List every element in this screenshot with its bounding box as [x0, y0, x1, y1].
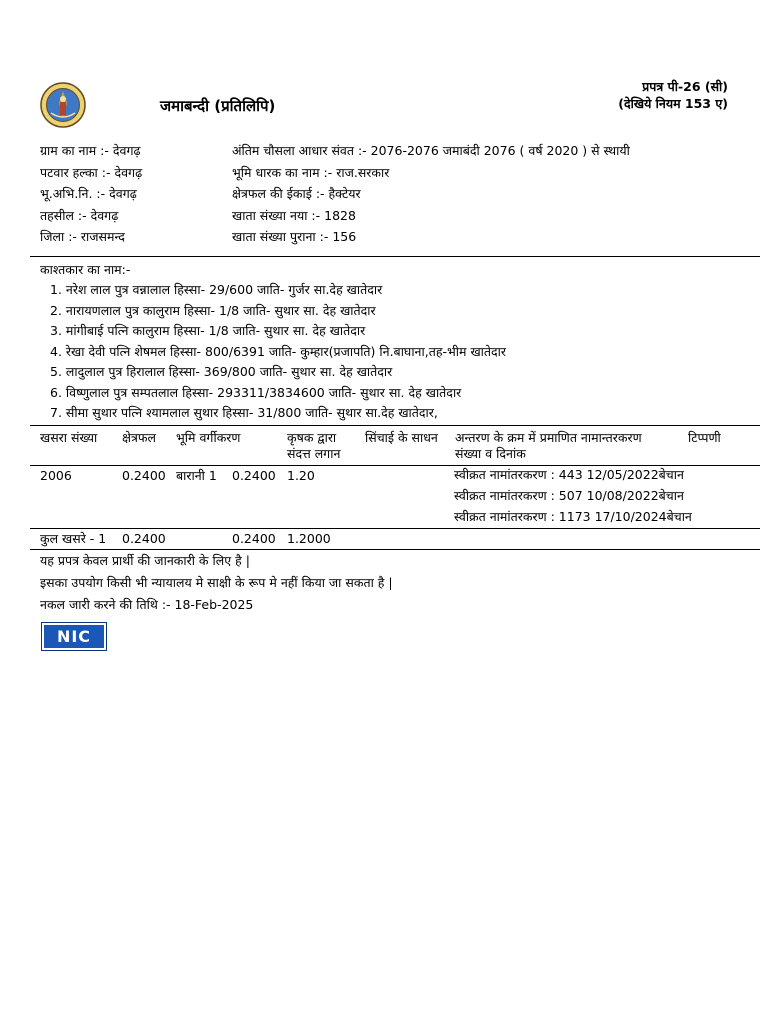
- old-account-number: खाता संख्या पुराना :- 156: [232, 229, 357, 244]
- owner-item: 1. नरेश लाल पुत्र वन्नालाल हिस्सा- 29/600 जाति- गुर्जर सा.देह खातेदार: [50, 282, 383, 297]
- owners-heading: काश्तकार का नाम:-: [40, 262, 131, 277]
- table-row-border: [30, 528, 760, 529]
- mutation-entry: स्वीक्रत नामांतरकरण : 507 10/08/2022बेचान: [454, 488, 684, 503]
- column-header-khasra: खसरा संख्या: [40, 430, 98, 445]
- total-area: 0.2400: [122, 531, 166, 546]
- page-title: जमाबन्दी (प्रतिलिपि): [160, 97, 276, 115]
- patwar-circle: पटवार हल्का :- देवगढ़: [40, 164, 143, 180]
- column-header-transfer: [455, 430, 642, 462]
- form-number: प्रपत्र पी-26 (सी): [642, 79, 728, 94]
- form-number-block: [618, 78, 728, 112]
- info-only-note: यह प्रपत्र केवल प्रार्थी की जानकारी के लिए है |: [40, 553, 250, 568]
- total-label: कुल खसरे - 1: [40, 531, 107, 546]
- owner-item: 7. सीमा सुथार पत्नि श्यामलाल सुथार हिस्सा- 31/800 जाति- सुथार सा.देह खातेदार,: [50, 405, 438, 420]
- owner-item: 4. रेखा देवी पत्नि शेषमल हिस्सा- 800/6391 जाति- कुम्हार(प्रजापति) नि.बाघाना,तह-भीम खातेदार: [50, 343, 507, 359]
- land-record-inspector: भू.अभि.नि. :- देवगढ़: [40, 186, 137, 201]
- owner-item: 6. विष्णुलाल पुत्र सम्पतलाल हिस्सा- 293311/3834600 जाति- सुथार सा. देह खातेदार: [50, 384, 462, 400]
- location-info: [40, 140, 142, 248]
- land-holder-name: भूमि धारक का नाम :- राज.सरकार: [232, 164, 390, 180]
- village-name: ग्राम का नाम :- देवगढ़: [40, 143, 141, 158]
- rent-header-line1: कृषक द्वारा: [287, 430, 337, 445]
- total-rent: 1.2000: [287, 531, 331, 546]
- column-header-rent: [287, 430, 340, 462]
- transfer-header-line1: अन्तरण के क्रम में प्रमाणित नामान्तरकरण: [455, 430, 642, 445]
- nic-logo: [41, 622, 107, 651]
- district: जिला :- राजसमन्द: [40, 229, 125, 244]
- area-unit: क्षेत्रफल की ईकाई :- हैक्टेयर: [232, 186, 361, 201]
- rule-reference: (देखिये नियम 153 ए): [618, 96, 728, 111]
- owner-item: 5. लादुलाल पुत्र हिरालाल हिस्सा- 369/800 जाति- सुथार सा. देह खातेदार: [50, 364, 393, 379]
- footer-notes: [40, 550, 393, 616]
- mutation-entry: स्वीक्रत नामांतरकरण : 1173 17/10/2024बेचान: [454, 509, 692, 524]
- column-header-irrigation: सिंचाई के साधन: [365, 430, 438, 445]
- cell-khasra: 2006: [40, 468, 72, 483]
- cell-class-area: 0.2400: [232, 468, 276, 483]
- column-header-area: क्षेत्रफल: [122, 430, 156, 445]
- rent-header-line2: संदत्त लगान: [287, 446, 341, 461]
- owner-item: 2. नारायणलाल पुत्र कालुराम हिस्सा- 1/8 जाति- सुथार सा. देह खातेदार: [50, 302, 376, 318]
- column-header-remarks: टिप्पणी: [688, 430, 721, 445]
- settlement-basis: अंतिम चौसला आधार संवत :- 2076-2076 जमाबंदी 2076 ( वर्ष 2020 ) से स्थायी: [232, 143, 630, 158]
- cell-rent: 1.20: [287, 468, 315, 483]
- account-info: [232, 140, 630, 248]
- not-admissible-note: इसका उपयोग किसी भी न्यायालय मे साक्षी के रूप मे नहीं किया जा सकता है |: [40, 575, 393, 590]
- nic-logo-text: NIC: [56, 627, 92, 646]
- owners-list: [50, 280, 506, 424]
- transfer-header-line2: संख्या व दिनांक: [455, 446, 526, 461]
- cell-area: 0.2400: [122, 468, 166, 483]
- issue-date: नकल जारी करने की तिथि :- 18-Feb-2025: [40, 597, 254, 612]
- total-class-area: 0.2400: [232, 531, 276, 546]
- owner-item: 3. मांगीबाई पत्नि कालुराम हिस्सा- 1/8 जाति- सुथार सा. देह खातेदार: [50, 323, 366, 338]
- table-top-border: [30, 425, 760, 426]
- divider: [30, 256, 760, 257]
- cell-class-name: बारानी 1: [176, 468, 217, 483]
- new-account-number: खाता संख्या नया :- 1828: [232, 207, 356, 223]
- rajasthan-govt-emblem-icon: [40, 82, 86, 128]
- column-header-classification: भूमि वर्गीकरण: [176, 430, 241, 445]
- tehsil: तहसील :- देवगढ़: [40, 207, 119, 223]
- mutation-entry: स्वीक्रत नामांतरकरण : 443 12/05/2022बेचान: [454, 467, 684, 482]
